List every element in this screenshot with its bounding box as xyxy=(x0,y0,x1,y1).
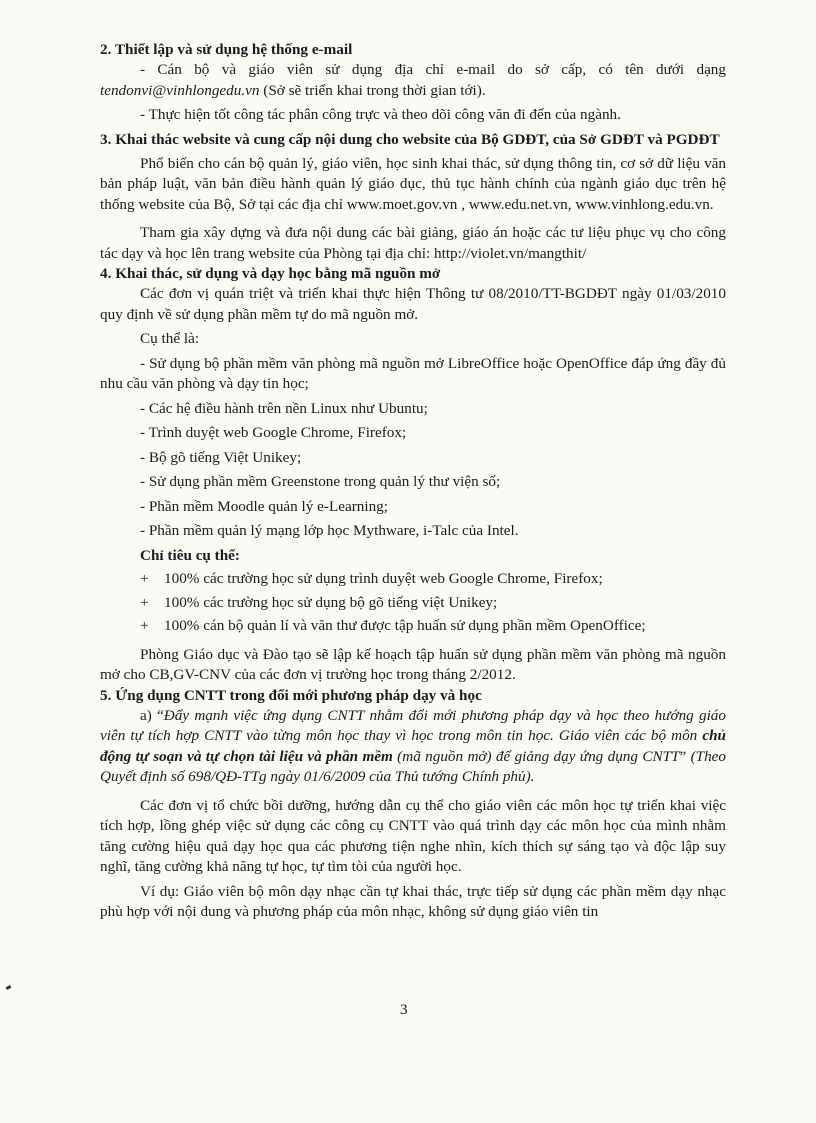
section-5-paragraph-3: Ví dụ: Giáo viên bộ môn dạy nhạc cần tự khai thác, trực tiếp sử dụng các phần mềm dạy nhạc phù hợp với nội dung và phương pháp của môn nhạc, không sử dụng giáo viên tin xyxy=(100,882,726,920)
email-address: tendonvi@vinhlongedu.vn xyxy=(100,81,260,99)
list-item: - Phần mềm quản lý mạng lớp học Mythware, i-Talc của Intel. xyxy=(140,522,519,539)
section-2-duty-paragraph: - Thực hiện tốt công tác phân công trực và theo dõi công văn đi đến của ngành. xyxy=(140,106,621,123)
list-item: - Phần mềm Moodle quản lý e-Learning; xyxy=(140,497,388,515)
section-2-email-paragraph: - Cán bộ và giáo viên sử dụng địa chỉ e-mail do sở cấp, có tên dưới dạng tendonvi@vinhlongedu.vn (Sở sẽ triển khai trong thời gian tới). xyxy=(100,61,726,99)
section-4-heading: 4. Khai thác, sử dụng và dạy học bằng mã nguồn mở xyxy=(100,265,441,282)
list-item: - Các hệ điều hành trên nền Linux như Ubuntu; xyxy=(140,399,428,417)
list-item: - Bộ gõ tiếng Việt Unikey; xyxy=(140,448,302,466)
list-item: - Sử dụng bộ phần mềm văn phòng mã nguồn mở LibreOffice hoặc OpenOffice đáp ứng đầy đủ nhu cầu văn phòng và dạy tin học; xyxy=(100,354,726,392)
target-item: + 100% các trường học sử dụng trình duyệt web Google Chrome, Firefox; xyxy=(140,570,603,587)
section-5-paragraph-2: Các đơn vị tổ chức bồi dưỡng, hướng dẫn cụ thể cho giáo viên các môn học tự triển khai việc tích hợp, lồng ghép việc sử dụng các công cụ CNTT vào quá trình dạy các môn học của mình nhằm tăng cường hiệu quả dạy học qua các phương tiện nghe nhìn, kích thích sự sáng tạo và độc lập suy nghĩ, tăng cường khả năng tự học, tự tìm tòi của người học. xyxy=(100,796,726,875)
section-3-heading: 3. Khai thác website và cung cấp nội dung cho website của Bộ GDĐT, của Sở GDĐT và PGDĐT xyxy=(100,130,720,148)
section-4-paragraph-1: Các đơn vị quán triệt và triển khai thực hiện Thông tư 08/2010/TT-BGDĐT ngày 01/03/2010 quy định về sử dụng phần mềm tự do mã nguồn mở. xyxy=(100,285,726,323)
section-4-cuthe: Cụ thể là: xyxy=(140,330,200,347)
section-2-heading: 2. Thiết lập và sử dụng hệ thống e-mail xyxy=(100,41,353,58)
section-3-paragraph-1: Phổ biến cho cán bộ quản lý, giáo viên, học sinh khai thác, sử dụng thông tin, cơ sở dữ liệu văn bản pháp luật, văn bản điều hành quản lý giáo dục, thủ tục hành chính của ngành giáo dục trên hệ thống website của Bộ, Sở tại các địa chỉ www.moet.gov.vn , www.edu.net.vn, www.vinhlong.edu.vn. xyxy=(100,154,726,213)
list-item: - Sử dụng phần mềm Greenstone trong quản lý thư viện số; xyxy=(140,473,501,490)
document-page xyxy=(100,40,726,923)
section-3-paragraph-2: Tham gia xây dựng và đưa nội dung các bài giảng, giáo án hoặc các tư liệu phục vụ cho công tác dạy và học lên trang website của Phòng tại địa chỉ: http://violet.vn/mangthit/ xyxy=(100,224,726,262)
scan-speck xyxy=(6,985,12,990)
section-5-quote-paragraph: a) “Đẩy mạnh việc ứng dụng CNTT nhằm đổi mới phương pháp dạy và học theo hướng giáo viên tự tích hợp CNTT vào từng môn học thay vì học trong môn tin học. Giáo viên các bộ môn chủ động tự soạn và tự chọn tài liệu và phần mềm (mã nguồn mở) để giảng dạy ứng dụng CNTT” (Theo Quyết định số 698/QĐ-TTg ngày 01/6/2009 của Thủ tướng Chính phủ). xyxy=(100,706,727,785)
emphasis-text: chủ động tự soạn và tự chọn tài liệu và phần mềm xyxy=(100,727,726,765)
page-number: 3 xyxy=(400,1001,408,1018)
section-4-chitieu: Chỉ tiêu cụ thể: xyxy=(140,546,240,564)
section-5-heading: 5. Ứng dụng CNTT trong đổi mới phương pháp dạy và học xyxy=(100,686,482,704)
section-4-training-paragraph: Phòng Giáo dục và Đào tạo sẽ lập kế hoạch tập huấn sử dụng phần mềm văn phòng mã nguồn mở cho CB,GV-CNV của các đơn vị trường học trong tháng 2/2012. xyxy=(100,645,726,683)
target-item: + 100% các trường học sử dụng bộ gõ tiếng việt Unikey; xyxy=(140,593,498,611)
list-item: - Trình duyệt web Google Chrome, Firefox; xyxy=(140,424,407,441)
target-item: + 100% cán bộ quản lí và văn thư được tập huấn sử dụng phần mềm OpenOffice; xyxy=(140,617,646,634)
